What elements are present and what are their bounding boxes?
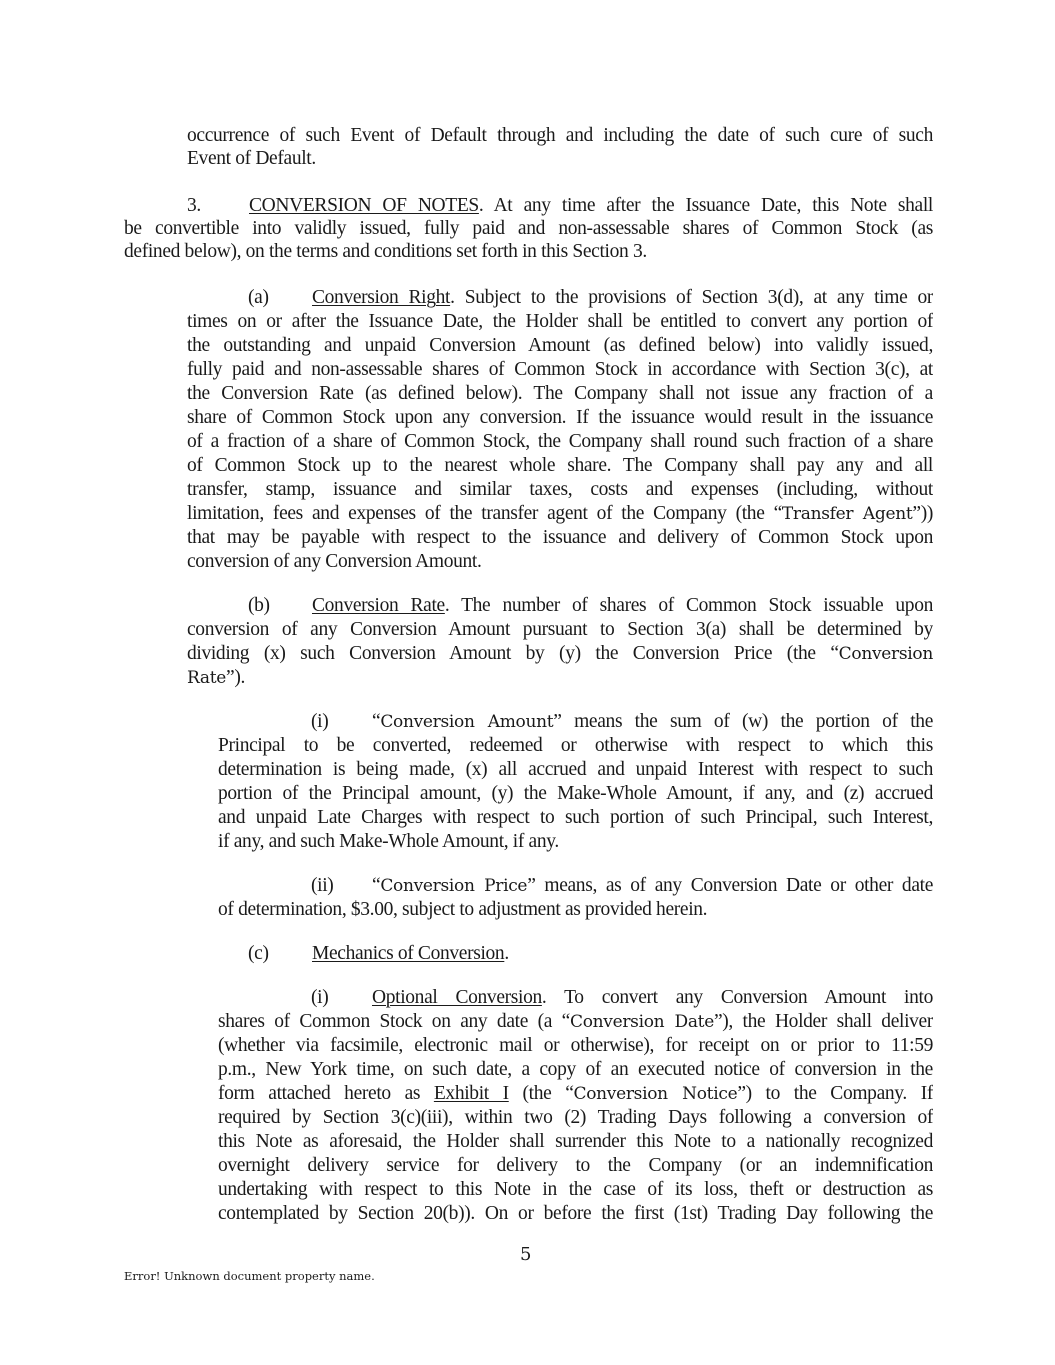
text-line bbox=[248, 594, 933, 618]
text-run: ” means the sum of (w) the portion of the bbox=[553, 711, 933, 732]
text-run: contemplated by Section 20(b)). On or before the first (1st) Trading Day following the bbox=[218, 1203, 933, 1224]
text-line bbox=[187, 502, 933, 526]
text-run: be convertible into validly issued, fully paid and non-assessable shares of Common Stock (as bbox=[124, 218, 933, 239]
text-run: times on or after the Issuance Date, the Holder shall be entitled to convert any portion of bbox=[187, 311, 933, 332]
text-run: . To convert any Conversion Amount into bbox=[541, 987, 933, 1008]
text-run: conversion of any Conversion Amount. bbox=[187, 551, 482, 572]
text-line bbox=[218, 1130, 933, 1154]
text-line bbox=[187, 454, 933, 478]
text-run: that may be payable with respect to the issuance and delivery of Common Stock upon bbox=[187, 527, 933, 548]
text-run: fully paid and non-assessable shares of Common Stock in accordance with Section 3(c), at bbox=[187, 359, 933, 380]
text-run: the Conversion Rate (as defined below). The Company shall not issue any fraction of a bbox=[187, 383, 933, 404]
text-line bbox=[311, 710, 933, 734]
text-line bbox=[218, 758, 933, 782]
text-line bbox=[187, 147, 933, 171]
text-line bbox=[187, 382, 933, 406]
text-run: ”) to the Company. If bbox=[737, 1083, 933, 1104]
text-run: “ bbox=[372, 711, 381, 732]
text-run: (the “ bbox=[508, 1083, 574, 1104]
text-run: form attached hereto as bbox=[218, 1083, 434, 1104]
text-run: undertaking with respect to this Note in the case of its loss, theft or destruction as bbox=[218, 1179, 933, 1200]
text-run: 3. bbox=[187, 195, 201, 216]
text-line bbox=[248, 942, 933, 966]
section-heading: Mechanics of Conversion bbox=[312, 943, 505, 964]
text-line bbox=[218, 1034, 933, 1058]
text-line bbox=[218, 1010, 933, 1034]
text-line bbox=[187, 478, 933, 502]
text-run: dividing (x) such Conversion Amount by (y) the Conversion Price (the “ bbox=[187, 643, 839, 664]
text-run: “ bbox=[372, 875, 381, 896]
text-run: ”), the Holder shall deliver bbox=[713, 1011, 933, 1032]
text-run: defined below), on the terms and conditions set forth in this Section 3. bbox=[124, 241, 647, 262]
text-line bbox=[218, 898, 933, 922]
text-run: (i) bbox=[311, 987, 329, 1008]
text-run: conversion of any Conversion Amount pursuant to Section 3(a) shall be determined by bbox=[187, 619, 933, 640]
text-run: (whether via facsimile, electronic mail or otherwise), for receipt on or prior to 11:59 bbox=[218, 1035, 933, 1056]
text-run: Principal to be converted, redeemed or otherwise with respect to which this bbox=[218, 735, 933, 756]
text-run: ”)) bbox=[912, 503, 933, 524]
text-line bbox=[187, 124, 933, 148]
text-line bbox=[218, 1178, 933, 1202]
text-run: (a) bbox=[248, 287, 269, 308]
defined-term: Conversion Amount bbox=[380, 712, 554, 732]
section-heading: Exhibit I bbox=[433, 1083, 509, 1104]
text-run: p.m., New York time, on such date, a copy of an executed notice of conversion in the bbox=[218, 1059, 933, 1080]
text-line bbox=[187, 666, 933, 690]
text-line bbox=[218, 1202, 933, 1226]
text-line bbox=[124, 217, 933, 241]
text-line bbox=[311, 874, 933, 898]
text-run: . At any time after the Issuance Date, this Note shall bbox=[478, 195, 933, 216]
text-line bbox=[187, 526, 933, 550]
defined-term: Conversion bbox=[838, 644, 933, 664]
text-run: required by Section 3(c)(iii), within two (2) Trading Days following a conversion of bbox=[218, 1107, 933, 1128]
text-run: Event of Default. bbox=[187, 148, 316, 169]
text-run: . The number of shares of Common Stock issuable upon bbox=[444, 595, 933, 616]
text-run: portion of the Principal amount, (y) the Make-Whole Amount, if any, and (z) accrued bbox=[218, 783, 933, 804]
section-heading: Optional Conversion bbox=[372, 987, 542, 1008]
text-run: the outstanding and unpaid Conversion Amount (as defined below) into validly issued, bbox=[187, 335, 933, 356]
text-line bbox=[187, 194, 933, 218]
text-run: if any, and such Make-Whole Amount, if any. bbox=[218, 831, 559, 852]
defined-term: Conversion Price bbox=[380, 876, 528, 896]
text-run: transfer, stamp, issuance and similar taxes, costs and expenses (including, without bbox=[187, 479, 933, 500]
text-run: occurrence of such Event of Default through and including the date of such cure of such bbox=[187, 125, 933, 146]
defined-term: Rate bbox=[187, 668, 227, 688]
text-run: (c) bbox=[248, 943, 269, 964]
text-run: limitation, fees and expenses of the transfer agent of the Company (the “ bbox=[187, 503, 782, 524]
text-line bbox=[218, 782, 933, 806]
defined-term: Conversion Date bbox=[569, 1012, 714, 1032]
text-run: ”). bbox=[226, 667, 246, 688]
text-line bbox=[187, 618, 933, 642]
text-run: this Note as aforesaid, the Holder shall surrender this Note to a nationally recognized bbox=[218, 1131, 933, 1152]
text-run: of determination, $3.00, subject to adjustment as provided herein. bbox=[218, 899, 708, 920]
text-run: (b) bbox=[248, 595, 270, 616]
text-run: and unpaid Late Charges with respect to such portion of such Principal, such Interest, bbox=[218, 807, 933, 828]
text-line bbox=[187, 550, 933, 574]
text-run: overnight delivery service for delivery to the Company (or an indemnification bbox=[218, 1155, 933, 1176]
text-line bbox=[187, 406, 933, 430]
text-line bbox=[248, 286, 933, 310]
text-line bbox=[124, 240, 933, 264]
text-line bbox=[187, 334, 933, 358]
text-run: share of Common Stock upon any conversion. If the issuance would result in the issuance bbox=[187, 407, 933, 428]
text-run: . Subject to the provisions of Section 3(d), at any time or bbox=[450, 287, 933, 308]
text-line bbox=[218, 1082, 933, 1106]
text-line bbox=[218, 734, 933, 758]
text-run: (i) bbox=[311, 711, 329, 732]
text-line bbox=[187, 358, 933, 382]
text-line bbox=[187, 642, 933, 666]
text-line bbox=[218, 1058, 933, 1082]
section-heading: CONVERSION OF NOTES bbox=[249, 195, 479, 216]
text-line bbox=[187, 430, 933, 454]
text-line bbox=[218, 1154, 933, 1178]
text-line bbox=[311, 986, 933, 1010]
text-run: shares of Common Stock on any date (a “ bbox=[218, 1011, 570, 1032]
text-run: . bbox=[504, 943, 509, 964]
text-run: of Common Stock up to the nearest whole share. The Company shall pay any and all bbox=[187, 455, 933, 476]
defined-term: Conversion Notice bbox=[573, 1084, 738, 1104]
text-run: of a fraction of a share of Common Stock, the Company shall round such fraction of a share bbox=[187, 431, 933, 452]
text-run: determination is being made, (x) all accrued and unpaid Interest with respect to such bbox=[218, 759, 933, 780]
text-line bbox=[218, 806, 933, 830]
text-line bbox=[187, 310, 933, 334]
text-line bbox=[218, 1106, 933, 1130]
defined-term: Transfer Agent bbox=[781, 504, 913, 524]
footer-text: Error! Unknown document property name. bbox=[124, 1269, 375, 1283]
section-heading: Conversion Right bbox=[312, 287, 451, 308]
text-run: ” means, as of any Conversion Date or other date bbox=[527, 875, 933, 896]
page-number: 5 bbox=[520, 1244, 532, 1265]
text-line bbox=[218, 830, 933, 854]
section-heading: Conversion Rate bbox=[312, 595, 445, 616]
text-run: (ii) bbox=[311, 875, 334, 896]
